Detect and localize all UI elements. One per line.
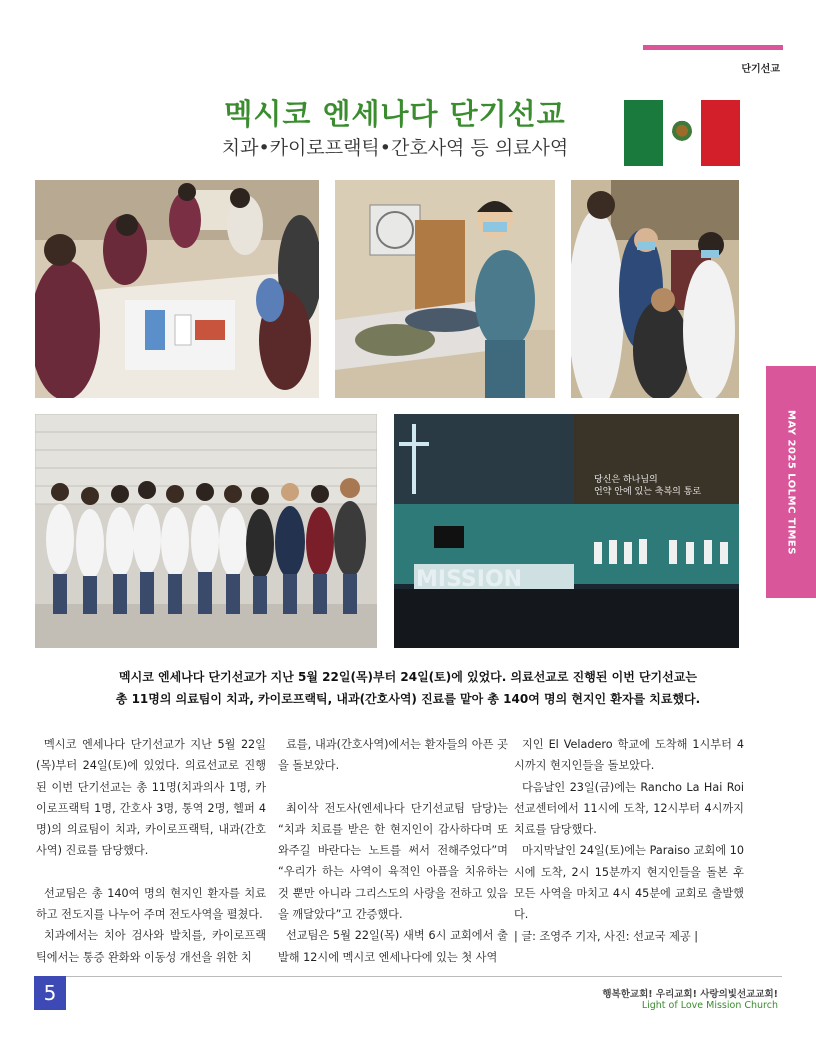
article-title: 멕시코 엔세나다 단기선교 <box>224 97 566 131</box>
paragraph: 치과에서는 치아 검사와 발치를, 카이로프랙틱에서는 통증 완화와 이동성 개선을 위한 치 <box>36 929 266 964</box>
photo-chiropractic <box>335 180 555 398</box>
header-accent-line <box>643 45 783 50</box>
footer-divider <box>34 976 782 977</box>
paragraph: 선교팀은 5월 22일(목) 새벽 6시 교회에서 출발해 12시에 멕시코 엔세나다에 있는 첫 사역 <box>278 929 508 964</box>
article-column-3 <box>514 734 744 947</box>
section-label: 단기선교 <box>741 64 780 75</box>
article-subtitle: 치과•카이로프랙틱•간호사역 등 의료사역 <box>221 137 569 159</box>
paragraph: 료를, 내과(간호사역)에서는 환자들의 아픈 곳을 돌보았다. <box>278 738 508 773</box>
caption-line-2: 총 11명의 의료팀이 치과, 카이로프랙틱, 내과(간호사역) 진료를 맡아 총 140여 명의 현지인 환자를 치료했다. <box>115 692 701 706</box>
photo-clinic-table <box>35 180 319 398</box>
paragraph: 마지막날인 24일(토)에는 Paraiso 교회에 10시에 도착, 2시 15분까지 현지인들을 돌본 후 모든 사역을 마치고 4시 45분에 교회로 출발했다. <box>514 844 744 922</box>
photo-mission-stage <box>394 414 739 648</box>
stage-sign: MISSION <box>416 567 523 592</box>
photo-team-group <box>35 414 377 648</box>
footer-slogan: 행복한교회! 우리교회! 사랑의빛선교교회! <box>602 989 778 1000</box>
article-column-1 <box>36 734 266 968</box>
caption-line-1: 멕시코 엔세나다 단기선교가 지난 5월 22일(목)부터 24일(토)에 있었다. 의료선교로 진행된 이번 단기선교는 <box>119 670 697 684</box>
screen-lyric-line1: 당신은 하나님의 <box>594 475 658 485</box>
photo-dental <box>571 180 739 398</box>
screen-lyric-line2: 언약 안에 있는 축복의 통로 <box>594 487 702 497</box>
paragraph: 선교팀은 총 140여 명의 현지인 환자를 치료하고 전도지를 나누어 주며 전도사역을 펼쳤다. <box>36 886 266 922</box>
paragraph: 최이삭 전도사(엔세나다 단기선교팀 담당)는 “치과 치료를 받은 한 현지인이 감사하다며 또 와주길 바란다는 노트를 써서 전해주었다”며 “우리가 하는 사역이 육적인 아픔을 치유하는 것 뿐만 아니라 그리스도의 사랑을 전하고 있음을 깨달았다”고 간증했다. <box>278 801 508 922</box>
side-tab-text: MAY 2025 LOLMC TIMES <box>785 409 797 555</box>
footer-church-name: Light of Love Mission Church <box>641 1000 778 1011</box>
paragraph: 지인 El Veladero 학교에 도착해 1시부터 4시까지 현지인들을 돌보았다. <box>514 738 744 773</box>
article-column-2 <box>278 734 508 968</box>
page-number: 5 <box>34 976 66 1010</box>
mexico-flag-icon <box>624 100 740 166</box>
photo-credit: | 글: 조영주 기자, 사진: 선교국 제공 | <box>514 929 699 943</box>
paragraph: 다음날인 23일(금)에는 Rancho La Hai Roi 선교센터에서 11시에 도착, 12시부터 4시까지 치료를 담당했다. <box>514 780 744 837</box>
paragraph: 멕시코 엔세나다 단기선교가 지난 5월 22일(목)부터 24일(토)에 있었다. 의료선교로 진행된 이번 단기선교는 총 11명(치과의사 1명, 카이로프랙틱 1명, 간호사 3명, 통역 2명, 헬퍼 4명)의 의료팀이 치과, 카이로프랙틱, 내과(간호사역) 진료를 담당했다. <box>36 738 266 858</box>
photo-caption <box>60 666 756 710</box>
